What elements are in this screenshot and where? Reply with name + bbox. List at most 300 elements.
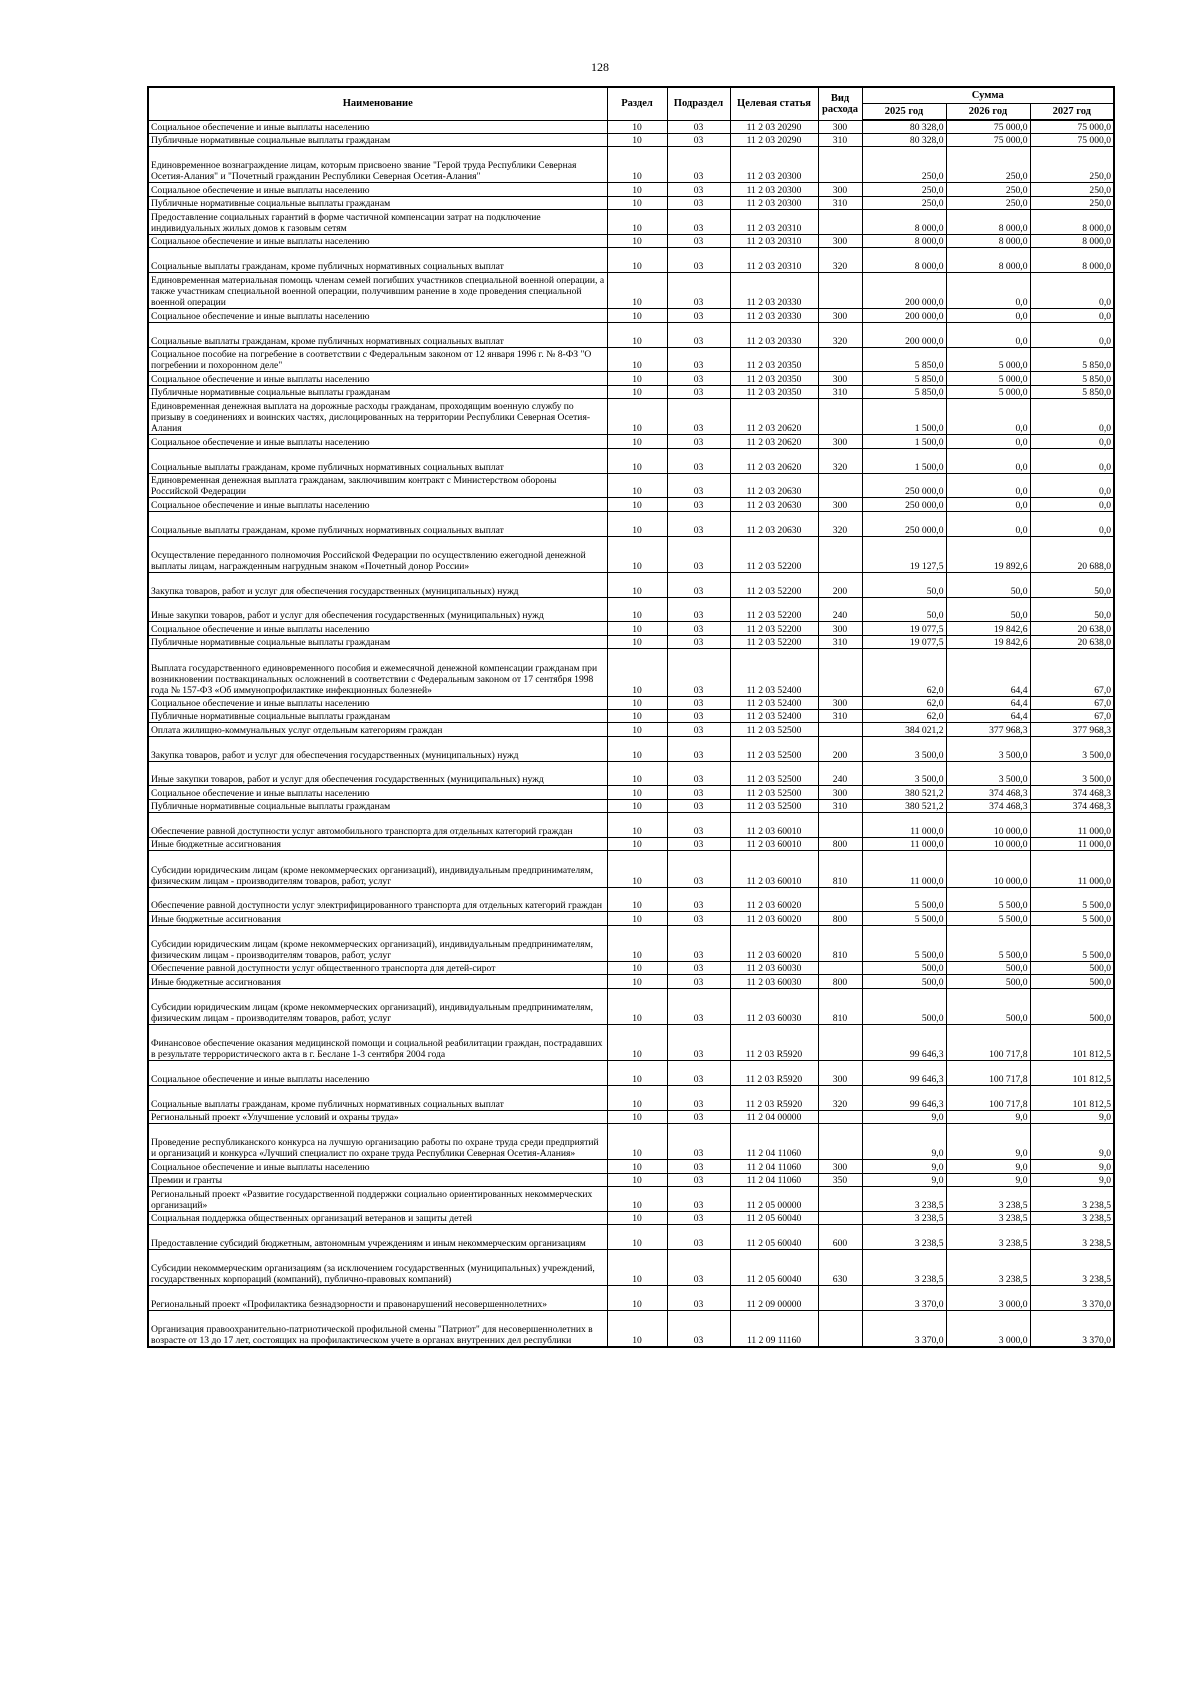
cell-sum-2026: 64,4 — [946, 696, 1030, 709]
cell-sum-2026: 0,0 — [946, 435, 1030, 448]
cell-name: Единовременное вознаграждение лицам, которым присвоено звание "Герой труда Республики Северная Осетия-Алания" и "Почетный гражданин Республики Северная Осетия-Алания" — [148, 147, 607, 183]
table-row — [148, 133, 1114, 146]
cell-sum-2027: 9,0 — [1030, 1173, 1114, 1186]
cell-sum-2027: 8 000,0 — [1030, 210, 1114, 235]
cell-sum-2025: 9,0 — [862, 1110, 946, 1123]
cell-sum-2027: 0,0 — [1030, 435, 1114, 448]
cell-sum-2026: 3 500,0 — [946, 736, 1030, 761]
table-row — [148, 1211, 1114, 1224]
cell-expense-type — [818, 1286, 862, 1311]
cell-sum-2025: 384 021,2 — [862, 723, 946, 736]
table-row — [148, 1110, 1114, 1123]
cell-target-article: 11 2 03 52400 — [730, 649, 818, 697]
table-row — [148, 196, 1114, 209]
cell-name: Премии и гранты — [148, 1173, 607, 1186]
cell-section: 10 — [607, 511, 667, 536]
table-row — [148, 309, 1114, 322]
cell-sum-2026: 0,0 — [946, 473, 1030, 498]
cell-subsection: 03 — [667, 1286, 730, 1311]
cell-sum-2025: 250,0 — [862, 196, 946, 209]
cell-subsection: 03 — [667, 1187, 730, 1212]
cell-expense-type: 800 — [818, 975, 862, 988]
cell-subsection: 03 — [667, 887, 730, 912]
cell-sum-2026: 3 500,0 — [946, 761, 1030, 786]
cell-expense-type — [818, 962, 862, 975]
cell-subsection: 03 — [667, 372, 730, 385]
table-row — [148, 696, 1114, 709]
cell-sum-2025: 1 500,0 — [862, 448, 946, 473]
table-row — [148, 1286, 1114, 1311]
cell-subsection: 03 — [667, 1173, 730, 1186]
cell-target-article: 11 2 03 R5920 — [730, 1024, 818, 1060]
table-row — [148, 120, 1114, 133]
cell-sum-2025: 8 000,0 — [862, 248, 946, 273]
cell-subsection: 03 — [667, 962, 730, 975]
cell-expense-type: 300 — [818, 1061, 862, 1086]
table-row — [148, 1173, 1114, 1186]
cell-name: Социальное обеспечение и иные выплаты населению — [148, 1160, 607, 1173]
cell-name: Иные бюджетные ассигнования — [148, 975, 607, 988]
cell-target-article: 11 2 03 R5920 — [730, 1085, 818, 1110]
cell-sum-2027: 50,0 — [1030, 572, 1114, 597]
cell-sum-2027: 5 850,0 — [1030, 372, 1114, 385]
cell-sum-2027: 3 238,5 — [1030, 1225, 1114, 1250]
cell-expense-type — [818, 399, 862, 435]
cell-target-article: 11 2 03 20630 — [730, 473, 818, 498]
cell-section: 10 — [607, 273, 667, 309]
cell-name: Социальные выплаты гражданам, кроме публичных нормативных социальных выплат — [148, 511, 607, 536]
cell-target-article: 11 2 03 20290 — [730, 133, 818, 146]
cell-expense-type: 320 — [818, 448, 862, 473]
cell-sum-2027: 5 850,0 — [1030, 385, 1114, 398]
cell-subsection: 03 — [667, 210, 730, 235]
cell-target-article: 11 2 03 20630 — [730, 498, 818, 511]
cell-subsection: 03 — [667, 273, 730, 309]
table-row — [148, 975, 1114, 988]
cell-name: Социальная поддержка общественных организаций ветеранов и защиты детей — [148, 1211, 607, 1224]
cell-target-article: 11 2 03 52500 — [730, 786, 818, 799]
cell-expense-type — [818, 347, 862, 372]
table-row — [148, 183, 1114, 196]
col-header-2025: 2025 год — [862, 104, 946, 121]
cell-sum-2026: 8 000,0 — [946, 210, 1030, 235]
cell-section: 10 — [607, 799, 667, 812]
cell-name: Оплата жилищно-коммунальных услуг отдельным категориям граждан — [148, 723, 607, 736]
cell-subsection: 03 — [667, 235, 730, 248]
cell-target-article: 11 2 03 52200 — [730, 635, 818, 648]
cell-name: Социальное обеспечение и иные выплаты населению — [148, 372, 607, 385]
cell-expense-type: 300 — [818, 183, 862, 196]
cell-expense-type: 310 — [818, 385, 862, 398]
cell-sum-2027: 3 500,0 — [1030, 761, 1114, 786]
table-row — [148, 710, 1114, 723]
table-row — [148, 597, 1114, 622]
cell-subsection: 03 — [667, 473, 730, 498]
cell-target-article: 11 2 03 60030 — [730, 988, 818, 1024]
table-row — [148, 1085, 1114, 1110]
table-row — [148, 235, 1114, 248]
cell-section: 10 — [607, 710, 667, 723]
cell-subsection: 03 — [667, 120, 730, 133]
cell-section: 10 — [607, 736, 667, 761]
cell-section: 10 — [607, 1211, 667, 1224]
cell-sum-2026: 500,0 — [946, 962, 1030, 975]
cell-expense-type: 800 — [818, 912, 862, 925]
cell-expense-type: 300 — [818, 235, 862, 248]
cell-target-article: 11 2 03 52400 — [730, 710, 818, 723]
cell-sum-2026: 5 000,0 — [946, 347, 1030, 372]
table-row — [148, 813, 1114, 838]
cell-target-article: 11 2 03 20330 — [730, 322, 818, 347]
cell-sum-2026: 374 468,3 — [946, 799, 1030, 812]
cell-sum-2025: 380 521,2 — [862, 786, 946, 799]
cell-expense-type: 240 — [818, 761, 862, 786]
cell-sum-2026: 64,4 — [946, 710, 1030, 723]
cell-subsection: 03 — [667, 536, 730, 572]
cell-section: 10 — [607, 385, 667, 398]
cell-expense-type: 810 — [818, 988, 862, 1024]
cell-sum-2027: 5 850,0 — [1030, 347, 1114, 372]
cell-name: Иные закупки товаров, работ и услуг для обеспечения государственных (муниципальных) нужд — [148, 597, 607, 622]
cell-sum-2025: 5 850,0 — [862, 385, 946, 398]
cell-subsection: 03 — [667, 786, 730, 799]
cell-sum-2027: 3 370,0 — [1030, 1286, 1114, 1311]
cell-sum-2026: 250,0 — [946, 196, 1030, 209]
cell-subsection: 03 — [667, 1085, 730, 1110]
cell-sum-2027: 3 238,5 — [1030, 1211, 1114, 1224]
cell-expense-type — [818, 536, 862, 572]
cell-sum-2026: 9,0 — [946, 1124, 1030, 1160]
table-row — [148, 273, 1114, 309]
cell-target-article: 11 2 05 60040 — [730, 1250, 818, 1286]
cell-name: Региональный проект «Улучшение условий и охраны труда» — [148, 1110, 607, 1123]
cell-name: Единовременная денежная выплата на дорожные расходы гражданам, проходящим военную службу по призыву в соединениях и воинских частях, дислоцированных на территории Республики Северная Осетия-Алания — [148, 399, 607, 435]
cell-sum-2025: 3 238,5 — [862, 1211, 946, 1224]
page-number: 128 — [591, 60, 609, 74]
cell-name: Субсидии юридическим лицам (кроме некоммерческих организаций), индивидуальным предпринимателям, физическим лицам - производителям товаров, работ, услуг — [148, 988, 607, 1024]
cell-name: Иные закупки товаров, работ и услуг для обеспечения государственных (муниципальных) нужд — [148, 761, 607, 786]
cell-section: 10 — [607, 1286, 667, 1311]
cell-subsection: 03 — [667, 347, 730, 372]
cell-sum-2027: 3 238,5 — [1030, 1187, 1114, 1212]
cell-name: Субсидии некоммерческим организациям (за исключением государственных (муниципальных) учреждений, государственных корпораций (компаний), публично-правовых компаний) — [148, 1250, 607, 1286]
cell-name: Публичные нормативные социальные выплаты гражданам — [148, 385, 607, 398]
cell-name: Осуществление переданного полномочия Российской Федерации по осуществлению ежегодной денежной выплаты лицам, награжденным нагрудным знаком «Почетный донор России» — [148, 536, 607, 572]
cell-sum-2025: 62,0 — [862, 696, 946, 709]
cell-target-article: 11 2 09 00000 — [730, 1286, 818, 1311]
cell-expense-type — [818, 723, 862, 736]
table-row — [148, 536, 1114, 572]
cell-sum-2026: 3 238,5 — [946, 1211, 1030, 1224]
cell-sum-2025: 99 646,3 — [862, 1061, 946, 1086]
cell-name: Иные бюджетные ассигнования — [148, 838, 607, 851]
cell-sum-2027: 9,0 — [1030, 1124, 1114, 1160]
cell-expense-type: 300 — [818, 120, 862, 133]
table-row — [148, 498, 1114, 511]
cell-subsection: 03 — [667, 1024, 730, 1060]
cell-expense-type: 310 — [818, 196, 862, 209]
cell-sum-2026: 500,0 — [946, 988, 1030, 1024]
cell-target-article: 11 2 03 60020 — [730, 925, 818, 961]
cell-sum-2027: 5 500,0 — [1030, 887, 1114, 912]
table-row — [148, 887, 1114, 912]
cell-name: Социальное обеспечение и иные выплаты населению — [148, 183, 607, 196]
cell-sum-2027: 500,0 — [1030, 962, 1114, 975]
cell-sum-2027: 20 688,0 — [1030, 536, 1114, 572]
cell-target-article: 11 2 03 52500 — [730, 736, 818, 761]
cell-sum-2026: 5 000,0 — [946, 385, 1030, 398]
cell-subsection: 03 — [667, 399, 730, 435]
cell-subsection: 03 — [667, 183, 730, 196]
cell-sum-2027: 75 000,0 — [1030, 120, 1114, 133]
cell-sum-2027: 11 000,0 — [1030, 838, 1114, 851]
cell-sum-2025: 9,0 — [862, 1160, 946, 1173]
cell-sum-2027: 5 500,0 — [1030, 912, 1114, 925]
cell-subsection: 03 — [667, 248, 730, 273]
cell-sum-2027: 0,0 — [1030, 399, 1114, 435]
cell-target-article: 11 2 03 20300 — [730, 196, 818, 209]
cell-expense-type: 240 — [818, 597, 862, 622]
cell-section: 10 — [607, 696, 667, 709]
cell-subsection: 03 — [667, 649, 730, 697]
cell-subsection: 03 — [667, 196, 730, 209]
cell-sum-2025: 80 328,0 — [862, 133, 946, 146]
col-header-subsection: Подраздел — [667, 87, 730, 120]
cell-sum-2027: 9,0 — [1030, 1110, 1114, 1123]
cell-expense-type: 800 — [818, 838, 862, 851]
cell-subsection: 03 — [667, 1061, 730, 1086]
cell-sum-2026: 5 500,0 — [946, 887, 1030, 912]
cell-target-article: 11 2 03 60030 — [730, 962, 818, 975]
cell-sum-2025: 5 850,0 — [862, 372, 946, 385]
cell-sum-2025: 19 077,5 — [862, 622, 946, 635]
cell-expense-type — [818, 1124, 862, 1160]
col-header-sum: Сумма — [862, 87, 1114, 104]
cell-section: 10 — [607, 399, 667, 435]
cell-section: 10 — [607, 147, 667, 183]
cell-sum-2025: 8 000,0 — [862, 235, 946, 248]
cell-section: 10 — [607, 347, 667, 372]
cell-sum-2026: 0,0 — [946, 273, 1030, 309]
cell-section: 10 — [607, 597, 667, 622]
cell-sum-2027: 0,0 — [1030, 273, 1114, 309]
cell-section: 10 — [607, 309, 667, 322]
table-row — [148, 1250, 1114, 1286]
cell-section: 10 — [607, 1225, 667, 1250]
cell-target-article: 11 2 03 60010 — [730, 851, 818, 887]
col-header-target-article: Целевая статья — [730, 87, 818, 120]
cell-target-article: 11 2 03 60010 — [730, 838, 818, 851]
cell-name: Публичные нормативные социальные выплаты гражданам — [148, 635, 607, 648]
cell-expense-type: 320 — [818, 1085, 862, 1110]
cell-sum-2025: 5 850,0 — [862, 347, 946, 372]
cell-sum-2026: 0,0 — [946, 322, 1030, 347]
cell-target-article: 11 2 03 60020 — [730, 887, 818, 912]
cell-name: Предоставление субсидий бюджетным, автономным учреждениям и иным некоммерческим организациям — [148, 1225, 607, 1250]
cell-sum-2026: 5 500,0 — [946, 912, 1030, 925]
cell-sum-2027: 3 238,5 — [1030, 1250, 1114, 1286]
cell-sum-2026: 9,0 — [946, 1160, 1030, 1173]
cell-sum-2026: 8 000,0 — [946, 235, 1030, 248]
cell-expense-type — [818, 473, 862, 498]
cell-section: 10 — [607, 912, 667, 925]
cell-subsection: 03 — [667, 813, 730, 838]
cell-subsection: 03 — [667, 975, 730, 988]
cell-sum-2025: 1 500,0 — [862, 399, 946, 435]
cell-expense-type: 300 — [818, 498, 862, 511]
cell-name: Публичные нормативные социальные выплаты гражданам — [148, 196, 607, 209]
cell-subsection: 03 — [667, 851, 730, 887]
cell-sum-2026: 374 468,3 — [946, 786, 1030, 799]
cell-expense-type: 600 — [818, 1225, 862, 1250]
cell-sum-2025: 11 000,0 — [862, 851, 946, 887]
cell-expense-type: 300 — [818, 309, 862, 322]
cell-sum-2026: 500,0 — [946, 975, 1030, 988]
cell-sum-2025: 500,0 — [862, 975, 946, 988]
cell-sum-2025: 3 238,5 — [862, 1187, 946, 1212]
cell-name: Социальное пособие на погребение в соответствии с Федеральным законом от 12 января 1996 г. № 8-ФЗ "О погребении и похоронном деле" — [148, 347, 607, 372]
cell-name: Предоставление социальных гарантий в форме частичной компенсации затрат на подключение индивидуальных жилых домов к газовым сетям — [148, 210, 607, 235]
cell-name: Публичные нормативные социальные выплаты гражданам — [148, 799, 607, 812]
cell-sum-2027: 0,0 — [1030, 309, 1114, 322]
cell-name: Финансовое обеспечение оказания медицинской помощи и социальной реабилитации граждан, пострадавших в результате террористического акта в г. Беслане 1-3 сентября 2004 года — [148, 1024, 607, 1060]
cell-expense-type: 300 — [818, 622, 862, 635]
cell-sum-2026: 19 842,6 — [946, 635, 1030, 648]
cell-name: Социальное обеспечение и иные выплаты населению — [148, 498, 607, 511]
cell-sum-2027: 250,0 — [1030, 196, 1114, 209]
cell-sum-2026: 50,0 — [946, 597, 1030, 622]
cell-sum-2025: 99 646,3 — [862, 1024, 946, 1060]
cell-section: 10 — [607, 183, 667, 196]
cell-subsection: 03 — [667, 435, 730, 448]
cell-target-article: 11 2 03 20300 — [730, 147, 818, 183]
cell-target-article: 11 2 03 20310 — [730, 210, 818, 235]
cell-sum-2025: 19 127,5 — [862, 536, 946, 572]
cell-sum-2027: 374 468,3 — [1030, 786, 1114, 799]
table-row — [148, 448, 1114, 473]
cell-sum-2026: 250,0 — [946, 147, 1030, 183]
table-row — [148, 572, 1114, 597]
table-row — [148, 248, 1114, 273]
cell-target-article: 11 2 03 20330 — [730, 273, 818, 309]
cell-sum-2027: 250,0 — [1030, 183, 1114, 196]
cell-sum-2025: 5 500,0 — [862, 925, 946, 961]
cell-expense-type: 200 — [818, 572, 862, 597]
cell-section: 10 — [607, 649, 667, 697]
cell-sum-2026: 9,0 — [946, 1173, 1030, 1186]
cell-target-article: 11 2 03 52500 — [730, 723, 818, 736]
table-row — [148, 347, 1114, 372]
cell-section: 10 — [607, 887, 667, 912]
cell-sum-2026: 19 842,6 — [946, 622, 1030, 635]
cell-subsection: 03 — [667, 1160, 730, 1173]
cell-section: 10 — [607, 962, 667, 975]
cell-sum-2025: 3 370,0 — [862, 1311, 946, 1347]
cell-section: 10 — [607, 210, 667, 235]
table-row — [148, 649, 1114, 697]
cell-name: Социальное обеспечение и иные выплаты населению — [148, 1061, 607, 1086]
cell-section: 10 — [607, 448, 667, 473]
cell-sum-2026: 0,0 — [946, 309, 1030, 322]
cell-expense-type: 300 — [818, 696, 862, 709]
cell-sum-2025: 500,0 — [862, 988, 946, 1024]
cell-expense-type: 310 — [818, 635, 862, 648]
cell-target-article: 11 2 09 11160 — [730, 1311, 818, 1347]
cell-sum-2025: 3 238,5 — [862, 1250, 946, 1286]
cell-name: Социальные выплаты гражданам, кроме публичных нормативных социальных выплат — [148, 1085, 607, 1110]
cell-expense-type: 810 — [818, 851, 862, 887]
cell-expense-type — [818, 813, 862, 838]
cell-section: 10 — [607, 988, 667, 1024]
cell-name: Единовременная денежная выплата гражданам, заключившим контракт с Министерством обороны Российской Федерации — [148, 473, 607, 498]
cell-sum-2027: 250,0 — [1030, 147, 1114, 183]
table-row — [148, 723, 1114, 736]
cell-subsection: 03 — [667, 799, 730, 812]
cell-subsection: 03 — [667, 988, 730, 1024]
cell-sum-2026: 0,0 — [946, 399, 1030, 435]
table-row — [148, 1311, 1114, 1347]
cell-expense-type — [818, 210, 862, 235]
cell-sum-2026: 5 500,0 — [946, 925, 1030, 961]
cell-expense-type: 810 — [818, 925, 862, 961]
cell-sum-2025: 50,0 — [862, 597, 946, 622]
cell-target-article: 11 2 03 20300 — [730, 183, 818, 196]
cell-expense-type: 300 — [818, 435, 862, 448]
cell-sum-2026: 64,4 — [946, 649, 1030, 697]
cell-section: 10 — [607, 1311, 667, 1347]
table-row — [148, 838, 1114, 851]
table-row — [148, 988, 1114, 1024]
table-row — [148, 635, 1114, 648]
cell-sum-2025: 8 000,0 — [862, 210, 946, 235]
cell-section: 10 — [607, 1024, 667, 1060]
cell-subsection: 03 — [667, 1250, 730, 1286]
cell-expense-type: 630 — [818, 1250, 862, 1286]
cell-sum-2027: 500,0 — [1030, 988, 1114, 1024]
cell-name: Социальное обеспечение и иные выплаты населению — [148, 235, 607, 248]
cell-sum-2025: 200 000,0 — [862, 322, 946, 347]
cell-name: Социальное обеспечение и иные выплаты населению — [148, 120, 607, 133]
cell-expense-type: 350 — [818, 1173, 862, 1186]
cell-sum-2026: 10 000,0 — [946, 838, 1030, 851]
cell-sum-2026: 10 000,0 — [946, 851, 1030, 887]
col-header-section: Раздел — [607, 87, 667, 120]
table-row — [148, 851, 1114, 887]
table-row — [148, 147, 1114, 183]
cell-expense-type — [818, 887, 862, 912]
cell-sum-2027: 377 968,3 — [1030, 723, 1114, 736]
cell-sum-2027: 500,0 — [1030, 975, 1114, 988]
cell-section: 10 — [607, 1187, 667, 1212]
cell-sum-2025: 500,0 — [862, 962, 946, 975]
cell-expense-type: 310 — [818, 133, 862, 146]
col-header-name: Наименование — [148, 87, 607, 120]
table-row — [148, 786, 1114, 799]
cell-section: 10 — [607, 1124, 667, 1160]
cell-target-article: 11 2 03 20310 — [730, 235, 818, 248]
cell-sum-2027: 20 638,0 — [1030, 635, 1114, 648]
cell-sum-2026: 9,0 — [946, 1110, 1030, 1123]
cell-sum-2026: 3 238,5 — [946, 1187, 1030, 1212]
cell-target-article: 11 2 03 20350 — [730, 347, 818, 372]
cell-subsection: 03 — [667, 385, 730, 398]
cell-name: Проведение республиканского конкурса на лучшую организацию работы по охране труда среди предприятий и организаций и конкурса «Лучший специалист по охране труда Республики Северная Осетия-Алания» — [148, 1124, 607, 1160]
cell-subsection: 03 — [667, 448, 730, 473]
cell-sum-2026: 5 000,0 — [946, 372, 1030, 385]
table-row — [148, 385, 1114, 398]
cell-name: Субсидии юридическим лицам (кроме некоммерческих организаций), индивидуальным предпринимателям, физическим лицам - производителям товаров, работ, услуг — [148, 925, 607, 961]
table-row — [148, 322, 1114, 347]
